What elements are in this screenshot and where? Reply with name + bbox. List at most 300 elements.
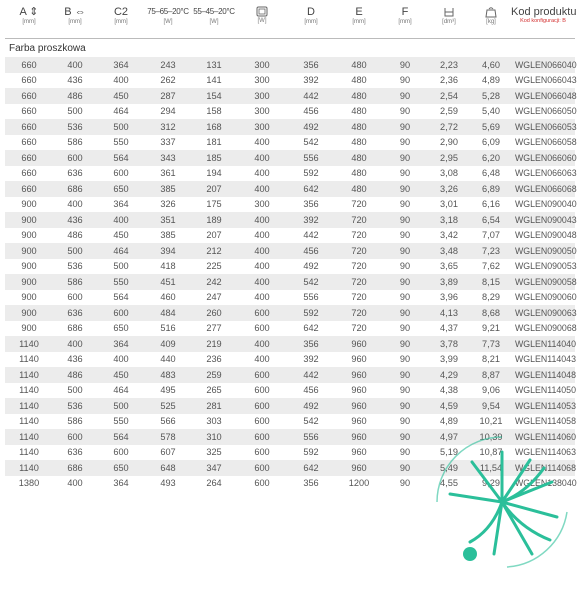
table-cell: 90 [383,73,427,89]
table-cell: 300 [237,104,287,120]
table-cell: 175 [191,197,237,213]
product-code-cell: WGLEN114050 [511,383,575,399]
table-cell: 90 [383,367,427,383]
product-code-cell: WGLEN090040 [511,197,575,213]
table-cell: 400 [237,274,287,290]
table-cell: 90 [383,352,427,368]
table-cell: 90 [383,197,427,213]
section-label: Farba proszkowa [5,39,575,58]
column-unit: [mm] [304,19,318,25]
table-cell: 385 [145,228,191,244]
table-cell: 1140 [5,429,53,445]
table-cell: 720 [335,305,383,321]
table-cell: 686 [53,321,97,337]
table-cell: 4,13 [427,305,471,321]
table-row [5,429,575,445]
table-cell: 900 [5,305,53,321]
table-cell: 400 [237,352,287,368]
table-cell: 300 [237,197,287,213]
table-cell: 516 [145,321,191,337]
table-cell: 960 [335,367,383,383]
column-unit: [W] [163,19,173,25]
column-header-label: Kod produktu [511,6,577,18]
product-code-cell: WGLEN090060 [511,290,575,306]
table-cell: 456 [287,104,335,120]
table-cell: 264 [191,476,237,492]
table-cell: 4,89 [427,414,471,430]
table-cell: 556 [287,150,335,166]
product-code-cell: WGLEN114058 [511,414,575,430]
table-cell: 7,23 [471,243,511,259]
table-cell: 361 [145,166,191,182]
table-cell: 536 [53,119,97,135]
table-cell: 1380 [5,476,53,492]
table-cell: 442 [287,228,335,244]
table-row [5,290,575,306]
product-code-cell: WGLEN066048 [511,88,575,104]
table-cell: 2,59 [427,104,471,120]
table-cell: 90 [383,181,427,197]
table-cell: 4,38 [427,383,471,399]
product-code-cell: WGLEN090058 [511,274,575,290]
table-cell: 131 [191,57,237,73]
table-cell: 90 [383,228,427,244]
table-cell: 90 [383,243,427,259]
table-cell: 1140 [5,367,53,383]
table-cell: 212 [191,243,237,259]
table-cell: 364 [97,197,145,213]
table-cell: 480 [335,135,383,151]
table-cell: 720 [335,290,383,306]
product-code-cell: WGLEN114048 [511,367,575,383]
table-cell: 660 [5,73,53,89]
table-cell: 495 [145,383,191,399]
table-cell: 90 [383,445,427,461]
column-unit: [W] [209,19,219,25]
table-cell: 960 [335,383,383,399]
table-cell: 3,48 [427,243,471,259]
table-cell: 642 [287,460,335,476]
table-cell: 392 [287,73,335,89]
table-cell: 4,29 [427,367,471,383]
table-cell: 480 [335,88,383,104]
column-header [145,6,191,39]
table-cell: 566 [145,414,191,430]
table-cell: 500 [53,243,97,259]
table-cell: 90 [383,398,427,414]
table-cell: 1140 [5,460,53,476]
table-cell: 592 [287,166,335,182]
product-code-cell: WGLEN114060 [511,429,575,445]
column-header [511,6,575,39]
table-cell: 3,42 [427,228,471,244]
table-cell: 480 [335,166,383,182]
column-header-label: 75–65–20°C [147,7,189,16]
table-row [5,181,575,197]
table-cell: 8,21 [471,352,511,368]
table-cell: 480 [335,73,383,89]
table-cell: 90 [383,274,427,290]
column-header-label: E [355,6,363,18]
table-cell: 90 [383,414,427,430]
table-cell: 2,95 [427,150,471,166]
table-cell: 636 [53,445,97,461]
table-cell: 500 [53,104,97,120]
table-cell: 440 [145,352,191,368]
table-row [5,88,575,104]
table-cell: 5,19 [427,445,471,461]
table-cell: 500 [97,119,145,135]
table-cell: 325 [191,445,237,461]
product-code-cell: WGLEN114053 [511,398,575,414]
table-cell: 351 [145,212,191,228]
table-cell: 2,36 [427,73,471,89]
table-cell: 385 [145,181,191,197]
table-cell: 9,21 [471,321,511,337]
table-cell: 90 [383,321,427,337]
product-code-cell: WGLEN090043 [511,212,575,228]
table-cell: 660 [5,135,53,151]
table-cell: 11,54 [471,460,511,476]
product-code-cell: WGLEN066050 [511,104,575,120]
table-cell: 400 [237,166,287,182]
table-cell: 337 [145,135,191,151]
table-cell: 642 [287,321,335,337]
table-cell: 960 [335,352,383,368]
table-cell: 400 [237,150,287,166]
table-cell: 900 [5,321,53,337]
table-cell: 900 [5,290,53,306]
table-cell: 564 [97,150,145,166]
table-row [5,197,575,213]
table-cell: 5,49 [427,460,471,476]
table-cell: 578 [145,429,191,445]
table-cell: 480 [335,119,383,135]
table-cell: 600 [237,460,287,476]
table-cell: 90 [383,166,427,182]
table-row [5,119,575,135]
table-cell: 436 [53,352,97,368]
table-body [5,39,575,492]
table-cell: 400 [237,212,287,228]
table-cell: 9,29 [471,476,511,492]
table-cell: 600 [97,305,145,321]
table-cell: 480 [335,150,383,166]
product-code-cell: WGLEN066040 [511,57,575,73]
table-cell: 720 [335,197,383,213]
table-row [5,336,575,352]
product-code-cell: WGLEN066043 [511,73,575,89]
table-cell: 90 [383,150,427,166]
table-cell: 3,26 [427,181,471,197]
table-cell: 1140 [5,445,53,461]
table-cell: 7,07 [471,228,511,244]
table-cell: 720 [335,228,383,244]
column-header-label: 55–45–20°C [193,7,235,16]
table-cell: 600 [237,321,287,337]
table-cell: 400 [97,212,145,228]
table-cell: 542 [287,135,335,151]
table-cell: 456 [287,383,335,399]
table-row [5,212,575,228]
table-cell: 400 [53,336,97,352]
table-cell: 483 [145,367,191,383]
table-cell: 189 [191,212,237,228]
column-unit: [mm] [68,19,82,25]
table-cell: 9,54 [471,398,511,414]
table-cell: 90 [383,476,427,492]
table-cell: 347 [191,460,237,476]
table-cell: 600 [97,445,145,461]
table-cell: 600 [237,398,287,414]
table-cell: 592 [287,445,335,461]
column-header-label: B ⇔ [64,6,86,18]
column-header-label: A ⇕ [19,6,39,18]
table-cell: 400 [97,352,145,368]
table-cell: 90 [383,119,427,135]
table-cell: 356 [287,197,335,213]
column-header [97,6,145,39]
table-cell: 1140 [5,352,53,368]
table-cell: 460 [145,290,191,306]
table-cell: 960 [335,445,383,461]
column-unit: [dm³] [442,19,456,25]
table-cell: 6,48 [471,166,511,182]
column-header [471,6,511,39]
product-code-cell: WGLEN066053 [511,119,575,135]
table-cell: 660 [5,181,53,197]
table-cell: 480 [335,181,383,197]
table-cell: 4,89 [471,73,511,89]
table-cell: 6,09 [471,135,511,151]
table-row [5,460,575,476]
table-cell: 650 [97,181,145,197]
table-cell: 10,21 [471,414,511,430]
table-cell: 450 [97,88,145,104]
table-cell: 300 [237,73,287,89]
table-cell: 90 [383,212,427,228]
table-cell: 262 [145,73,191,89]
table-cell: 5,40 [471,104,511,120]
table-cell: 303 [191,414,237,430]
table-cell: 90 [383,305,427,321]
table-cell: 600 [97,166,145,182]
table-cell: 4,59 [427,398,471,414]
table-cell: 90 [383,57,427,73]
table-row [5,305,575,321]
table-cell: 486 [53,228,97,244]
table-cell: 400 [53,57,97,73]
column-header-label: D [307,6,315,18]
table-cell: 720 [335,274,383,290]
table-cell: 8,68 [471,305,511,321]
table-cell: 418 [145,259,191,275]
table-cell: 648 [145,460,191,476]
table-row [5,243,575,259]
table-cell: 3,18 [427,212,471,228]
table-cell: 442 [287,367,335,383]
table-cell: 542 [287,274,335,290]
table-cell: 400 [237,290,287,306]
table-cell: 287 [145,88,191,104]
product-spec-table-container [5,6,575,491]
table-cell: 300 [237,119,287,135]
column-header [191,6,237,39]
column-unit: [kg] [486,19,496,25]
table-cell: 356 [287,57,335,73]
table-cell: 500 [97,259,145,275]
table-cell: 400 [237,336,287,352]
table-cell: 2,23 [427,57,471,73]
table-cell: 90 [383,336,427,352]
table-cell: 600 [53,429,97,445]
table-cell: 3,65 [427,259,471,275]
table-cell: 7,62 [471,259,511,275]
table-cell: 2,72 [427,119,471,135]
column-header [5,6,53,39]
table-cell: 550 [97,274,145,290]
table-cell: 400 [53,197,97,213]
table-header [5,6,575,39]
table-cell: 185 [191,150,237,166]
weight-icon [471,6,511,18]
table-cell: 500 [53,383,97,399]
table-cell: 168 [191,119,237,135]
table-cell: 564 [97,290,145,306]
table-cell: 265 [191,383,237,399]
column-unit: [mm] [22,19,36,25]
table-cell: 3,01 [427,197,471,213]
table-cell: 536 [53,259,97,275]
table-cell: 409 [145,336,191,352]
table-cell: 600 [237,367,287,383]
table-cell: 464 [97,243,145,259]
table-cell: 960 [335,414,383,430]
table-cell: 636 [53,305,97,321]
column-unit: [mm] [352,19,366,25]
table-cell: 4,97 [427,429,471,445]
table-cell: 260 [191,305,237,321]
table-cell: 660 [5,166,53,182]
table-cell: 592 [287,305,335,321]
product-code-cell: WGLEN090063 [511,305,575,321]
table-cell: 400 [53,476,97,492]
product-code-cell: WGLEN066058 [511,135,575,151]
table-cell: 90 [383,88,427,104]
product-code-cell: WGLEN066063 [511,166,575,182]
table-cell: 642 [287,181,335,197]
table-cell: 6,20 [471,150,511,166]
table-cell: 1140 [5,336,53,352]
table-row [5,398,575,414]
table-cell: 450 [97,367,145,383]
table-row [5,166,575,182]
column-unit: [W] [257,18,267,24]
table-cell: 720 [335,212,383,228]
table-cell: 480 [335,104,383,120]
table-cell: 720 [335,321,383,337]
table-cell: 6,89 [471,181,511,197]
table-cell: 556 [287,290,335,306]
column-header-label: F [401,6,409,18]
table-cell: 436 [53,73,97,89]
table-cell: 5,69 [471,119,511,135]
table-cell: 8,29 [471,290,511,306]
table-row [5,104,575,120]
product-spec-table [5,6,575,491]
table-cell: 259 [191,367,237,383]
table-cell: 660 [5,104,53,120]
table-row [5,150,575,166]
table-cell: 960 [335,429,383,445]
table-cell: 600 [237,476,287,492]
table-cell: 400 [237,259,287,275]
table-cell: 480 [335,57,383,73]
table-cell: 90 [383,429,427,445]
table-cell: 600 [53,150,97,166]
product-code-cell: WGLEN138040 [511,476,575,492]
table-cell: 600 [53,290,97,306]
config-code-note: Kod konfiguracji: B [520,18,566,24]
table-cell: 310 [191,429,237,445]
table-cell: 900 [5,274,53,290]
column-header [383,6,427,39]
table-cell: 660 [5,119,53,135]
section-row [5,39,575,58]
table-cell: 650 [97,321,145,337]
table-cell: 90 [383,259,427,275]
table-cell: 400 [237,243,287,259]
table-row [5,414,575,430]
table-cell: 364 [97,476,145,492]
table-cell: 600 [237,445,287,461]
table-cell: 181 [191,135,237,151]
table-cell: 486 [53,88,97,104]
table-cell: 6,16 [471,197,511,213]
table-cell: 4,60 [471,57,511,73]
table-row [5,135,575,151]
table-cell: 219 [191,336,237,352]
table-cell: 90 [383,460,427,476]
table-cell: 536 [53,398,97,414]
table-cell: 600 [237,414,287,430]
table-cell: 484 [145,305,191,321]
product-code-cell: WGLEN114040 [511,336,575,352]
table-cell: 10,87 [471,445,511,461]
table-row [5,476,575,492]
table-cell: 194 [191,166,237,182]
volume-icon [427,6,471,18]
table-cell: 247 [191,290,237,306]
table-cell: 2,54 [427,88,471,104]
table-cell: 3,78 [427,336,471,352]
table-cell: 7,73 [471,336,511,352]
table-row [5,367,575,383]
product-code-cell: WGLEN066060 [511,150,575,166]
table-cell: 720 [335,259,383,275]
table-cell: 720 [335,243,383,259]
table-cell: 542 [287,414,335,430]
table-cell: 154 [191,88,237,104]
column-unit: [mm] [114,19,128,25]
table-cell: 960 [335,336,383,352]
table-row [5,352,575,368]
table-cell: 207 [191,228,237,244]
table-row [5,383,575,399]
table-cell: 242 [191,274,237,290]
table-cell: 236 [191,352,237,368]
table-cell: 6,54 [471,212,511,228]
